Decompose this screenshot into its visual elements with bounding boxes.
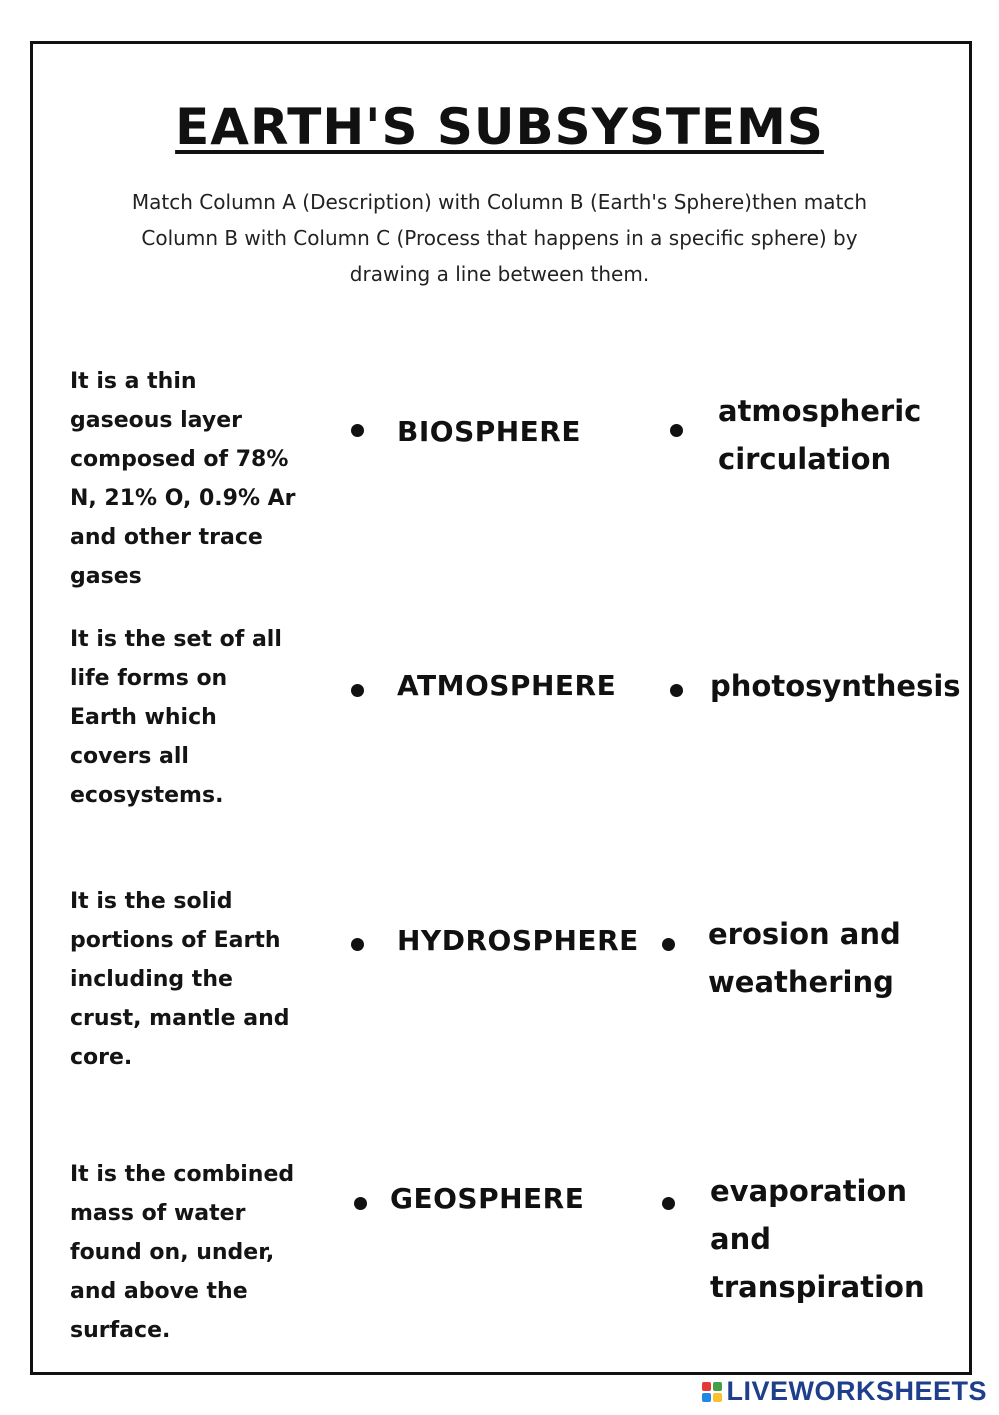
process-bullet-3[interactable] [662, 938, 675, 951]
process-label-4: evaporation and transpiration [710, 1174, 925, 1304]
process-bullet-1[interactable] [670, 424, 683, 437]
page-title [0, 92, 999, 162]
match-row-4 [0, 1155, 999, 1355]
logo-text: LIVEWORKSHEETS [726, 1376, 987, 1406]
sphere-label-2: ATMOSPHERE [397, 669, 617, 702]
description-3: It is the solid portions of Earth including the crust, mantle and core. [70, 889, 290, 1070]
description-1: It is a thin gaseous layer composed of 78% N, 21% O, 0.9% Ar and other trace gases [70, 369, 296, 589]
logo-square-2 [713, 1382, 722, 1391]
process-label-3: erosion and weathering [708, 917, 901, 999]
logo-square-3 [702, 1393, 711, 1402]
sphere-label-3: HYDROSPHERE [397, 924, 639, 957]
instructions: Match Column A (Description) with Column B (Earth's Sphere)then match Column B with Column C (Process that happens in a specific sphere) by drawing a line between them. [131, 190, 868, 286]
logo-square-1 [702, 1382, 711, 1391]
logo-grid-icon [702, 1382, 722, 1402]
process-bullet-4[interactable] [662, 1197, 675, 1210]
sphere-bullet-2[interactable] [351, 684, 364, 697]
process-label-1: atmospheric circulation [718, 394, 922, 476]
match-row-3 [0, 880, 999, 1080]
sphere-bullet-3[interactable] [351, 938, 364, 951]
sphere-bullet-1[interactable] [351, 424, 364, 437]
sphere-bullet-4[interactable] [354, 1197, 367, 1210]
logo-square-4 [713, 1393, 722, 1402]
description-2: It is the set of all life forms on Earth which covers all ecosystems. [70, 627, 282, 808]
match-row-1 [0, 360, 999, 589]
process-label-2: photosynthesis [710, 669, 961, 703]
liveworksheets-logo [702, 1376, 987, 1407]
description-4: It is the combined mass of water found on, under, and above the surface. [70, 1162, 295, 1343]
process-bullet-2[interactable] [670, 684, 683, 697]
match-row-2 [0, 620, 999, 820]
sphere-label-4: GEOSPHERE [390, 1182, 585, 1215]
page-title-text: EARTH'S SUBSYSTEMS [175, 98, 824, 156]
sphere-label-1: BIOSPHERE [397, 415, 581, 448]
